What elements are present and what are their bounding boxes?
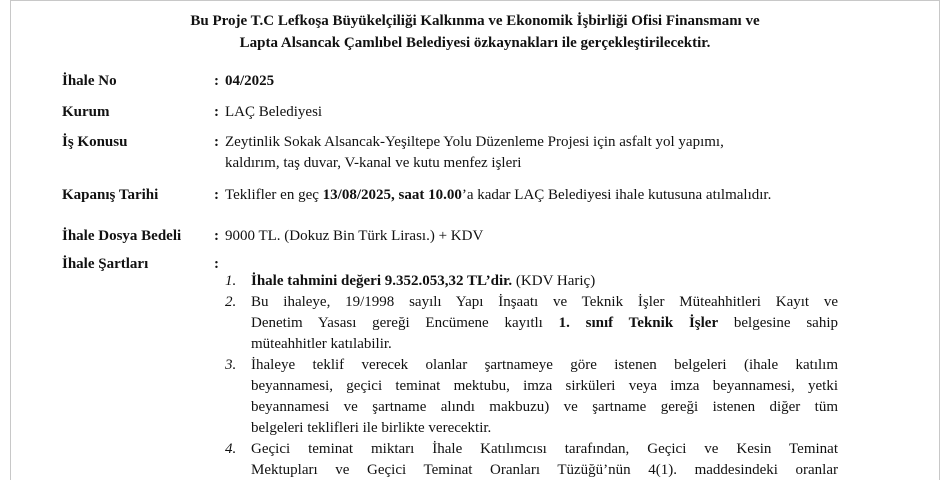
condition-item (225, 271, 838, 292)
dosya-bedeli-value: 9000 TL. (Dokuz Bin Türk Lirası.) + KDV (225, 228, 484, 244)
is-konusu-label: İş Konusu (62, 134, 128, 150)
page-border-top (10, 0, 940, 1)
kapanis-pre: Teklifler en geç (225, 187, 323, 203)
condition-number: 3. (225, 357, 237, 373)
condition-line: Mektupları ve Geçici Teminat Oranları Tüzüğü’nün 4(1). maddesindeki oranlar (251, 462, 838, 478)
sartlar-label: İhale Şartları (62, 256, 149, 272)
dosya-bedeli-label: İhale Dosya Bedeli (62, 228, 182, 244)
page-border-left (10, 0, 11, 480)
kapanis-deadline: 13/08/2025, saat 10.00 (322, 187, 462, 203)
condition-line (251, 313, 838, 334)
is-konusu-line-1: Zeytinlik Sokak Alsancak-Yeşiltepe Yolu Düzenleme Projesi için asfalt yol yapımı, (225, 134, 724, 150)
ihale-no-value: 04/2025 (225, 73, 275, 89)
condition-text: Denetim Yasası gereği Encümene kayıtlı (251, 315, 559, 331)
condition-item (225, 292, 838, 355)
colon: : (214, 187, 219, 203)
condition-line: beyannamesi, geçici teminat mektubu, imza sirküleri veya imza beyannamesi, yetki (251, 378, 838, 394)
conditions-list (225, 271, 838, 481)
condition-item (225, 355, 838, 439)
colon: : (214, 73, 219, 89)
colon: : (214, 256, 219, 272)
kapanis-label: Kapanış Tarihi (62, 187, 159, 203)
condition-number: 2. (225, 294, 237, 310)
kapanis-value (225, 185, 830, 206)
condition-text: belgesine sahip (718, 315, 838, 331)
condition-line: belgeleri teklifleri ile birlikte verecektir. (251, 420, 492, 436)
condition-number: 1. (225, 273, 237, 289)
is-konusu-line-2: kaldırım, taş duvar, V-kanal ve kutu menfez işleri (225, 155, 522, 171)
kurum-label: Kurum (62, 104, 110, 120)
estimated-value: İhale tahmini değeri 9.352.053,32 TL’dir. (251, 273, 513, 289)
colon: : (214, 134, 219, 150)
condition-number: 4. (225, 441, 237, 457)
is-konusu-value (225, 132, 830, 174)
condition-line: beyannamesi ve şartname alındı makbuzu) ve şartname gereği istenen diğer tüm (251, 399, 838, 415)
colon: : (214, 104, 219, 120)
license-class: 1. sınıf Teknik İşler (558, 315, 719, 331)
header-line-1: Bu Proje T.C Lefkoşa Büyükelçiliği Kalkınma ve Ekonomik İşbirliği Ofisi Finansmanı ve (190, 13, 760, 29)
colon: : (214, 228, 219, 244)
kurum-value: LAÇ Belediyesi (225, 104, 323, 120)
condition-item (225, 439, 838, 481)
kdv-note: (KDV Hariç) (512, 273, 596, 289)
kapanis-post: ’a kadar LAÇ Belediyesi ihale kutusuna atılmalıdır. (461, 187, 772, 203)
condition-line: İhaleye teklif verecek olanlar şartnameye göre istenen belgeleri (ihale katılım (251, 357, 838, 373)
condition-line: Bu ihaleye, 19/1998 sayılı Yapı İnşaatı ve Teknik İşler Müteahhitleri Kayıt ve (251, 294, 838, 310)
condition-line: Geçici teminat miktarı İhale Katılımcısı tarafından, Geçici ve Kesin Teminat (251, 441, 838, 457)
page-border-right (939, 0, 940, 480)
ihale-no-label: İhale No (62, 73, 117, 89)
funding-header (40, 10, 910, 54)
header-line-2: Lapta Alsancak Çamlıbel Belediyesi özkaynakları ile gerçekleştirilecektir. (239, 35, 711, 51)
condition-line: müteahhitler katılabilir. (251, 336, 392, 352)
